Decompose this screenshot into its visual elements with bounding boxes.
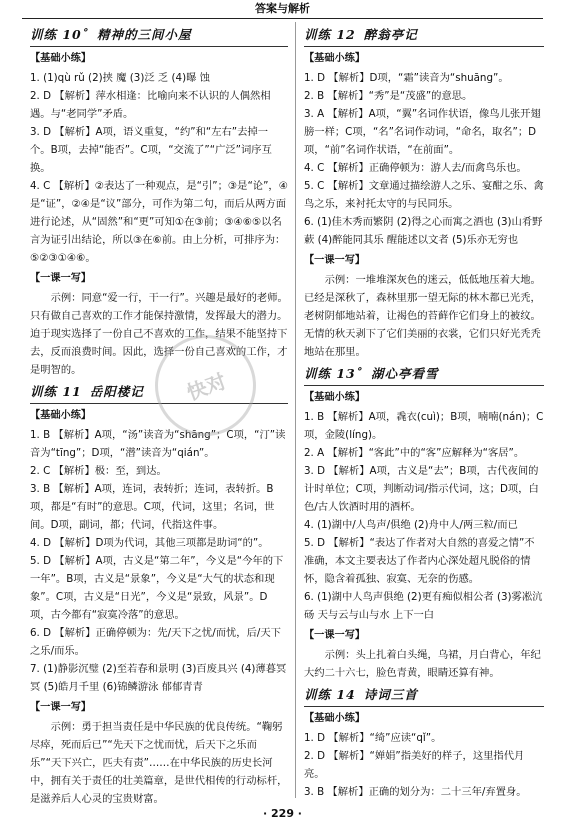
answer-item: 6. D 【解析】正确停顿为：先/天下之忧/而忧，后/天下之乐/而乐。	[30, 627, 281, 657]
answer-item: 1. (1)qù rǔ (2)挟 魔 (3)泛 乏 (4)曝 蚀	[30, 72, 210, 84]
section-title-12	[304, 22, 544, 47]
section-title-14	[304, 682, 544, 707]
section-number: 训练 13˚	[304, 366, 363, 381]
section-name: 岳阳楼记	[89, 384, 144, 399]
section-number: 训练 10˚	[30, 27, 89, 42]
answer-item: 3. B 【解析】正确的划分为：二十三年/弃置身。	[304, 786, 527, 798]
subheading-writing: 【一课一写】	[30, 702, 92, 713]
writing-sample: 示例：同意“爱一行，干一行”。兴趣是最好的老师。只有做自己喜欢的工作才能保持激情，发挥最大的潜力。迫于现实选择了一份自己不喜欢的工作，结果不能坚持下去，反而浪费时间。因此，选择一份自己喜欢的工作，才是明智的。	[30, 292, 288, 376]
answer-item: 3. D 【解析】A项，语义重复，“约”和“左右”去掉一个。B项，去掉“能否”。C项，“交流了”“广泛”词序互换。	[30, 126, 272, 174]
answer-item: 3. A 【解析】A项，“翼”名词作状语，像鸟儿张开翅膀一样；C项，“名”名词作动词，“命名，取名”；D项，“前”名词作状语，“在前面”。	[304, 108, 541, 156]
subheading-writing: 【一课一写】	[304, 255, 366, 266]
subheading-writing: 【一课一写】	[30, 273, 92, 284]
section-number: 训练 12	[304, 27, 356, 42]
answer-item: 2. D 【解析】“婵娟”指美好的样子，这里指代月亮。	[304, 750, 525, 780]
writing-sample: 示例：头上扎着白头绳，乌裙，月白背心，年纪大约二十六七，脸色青黄，眼睛还算有神。	[304, 649, 541, 679]
watermark-text: 快对	[183, 368, 229, 406]
page-header: 答案与解析	[22, 0, 543, 19]
answer-item: 4. C 【解析】正确停顿为：游人去/而禽鸟乐也。	[304, 162, 527, 174]
subheading-writing: 【一课一写】	[304, 630, 366, 641]
answer-item: 2. B 【解析】“秀”是“茂盛”的意思。	[304, 90, 473, 102]
answer-item: 3. B 【解析】A项，连词，表转折；连词，表转折。B项，都是“有时”的意思。C项，代词，这里；名词，世间。D项，副词，都；代词，代指这件事。	[30, 483, 275, 531]
subheading-basic: 【基础小练】	[30, 410, 92, 421]
answer-item: 1. B 【解析】A项，“汤”读音为“shāng”；C项，“汀”读音为“tīng”；D项，“潜”读音为“qián”。	[30, 429, 286, 459]
answer-item: 5. D 【解析】A项，古义是“第二年”，今义是“今年的下一年”。B项，古义是“景象”，今义是“大气的状态和现象”。C项，古义是“日光”，今义是“景致，风景”。D项，古今都有“寂寞冷落”的意思。	[30, 555, 284, 621]
answer-item: 7. (1)静影沉璧 (2)至若春和景明 (3)百废具兴 (4)薄暮冥冥 (5)皓月千里 (6)锦鳞游泳 郁郁青青	[30, 663, 287, 693]
answer-item: 2. D 【解析】萍水相逢：比喻向来不认识的人偶然相遇。与“老同学”矛盾。	[30, 90, 271, 120]
answer-item: 4. D 【解析】D项为代词，其他三项都是助词“的”。	[30, 537, 269, 549]
section-name: 醉翁亭记	[363, 27, 418, 42]
answer-item: 4. C 【解析】②表达了一种观点，是“引”；③是“论”，④是“证”，②④是“议”部分，可作为第二句，而后从两方面进行论述，从“固然”和“更”可知①在③前；③④⑥⑤以名言为证引出结论，所以③在⑥前。由上分析，可排序为：⑤②③①④⑥。	[30, 180, 288, 264]
answer-item: 4. (1)湖中/人鸟声/俱绝 (2)舟中人/两三粒/而已	[304, 519, 518, 531]
section-title-10	[30, 22, 288, 47]
page-number: · 229 ·	[263, 807, 302, 820]
answer-item: 5. C 【解析】文章通过描绘游人之乐、宴酣之乐、禽鸟之乐，来衬托太守的与民同乐。	[304, 180, 544, 210]
answer-item: 1. D 【解析】“绮”应读“qǐ”。	[304, 732, 442, 744]
answer-item: 5. D 【解析】“表达了作者对大自然的喜爱之情”不准确，本文主要表达了作者内心深处超凡脱俗的情怀，隐含着孤独、寂寞、无奈的伤感。	[304, 537, 535, 585]
answer-item: 1. B 【解析】A项，毳衣(cuì)；B项，喃喃(nán)；C项，金陵(líng)。	[304, 411, 544, 441]
subheading-basic: 【基础小练】	[304, 53, 366, 64]
section-number: 训练 11	[30, 384, 82, 399]
right-column	[304, 22, 544, 806]
section-title-13	[304, 361, 544, 386]
subheading-basic: 【基础小练】	[304, 713, 366, 724]
section-number: 训练 14	[304, 687, 356, 702]
section-name: 湖心亭看雪	[371, 366, 439, 381]
subheading-basic: 【基础小练】	[30, 53, 92, 64]
answer-item: 6. (1)湖中人鸟声俱绝 (2)更有痴似相公者 (3)雾凇沆砀 天与云与山与水 上下一白	[304, 591, 543, 621]
section-name: 诗词三首	[363, 687, 418, 702]
answer-item: 6. (1)佳木秀而繁阴 (2)得之心而寓之酒也 (3)山肴野蔌 (4)醉能同其乐 醒能述以文者 (5)乐亦无穷也	[304, 216, 543, 246]
answer-item: 2. A 【解析】“客此”中的“客”应解释为“客居”。	[304, 447, 525, 459]
subheading-basic: 【基础小练】	[304, 392, 366, 403]
answer-item: 3. D 【解析】A项，古义是“去”；B项，古代夜间的计时单位；C项，判断动词/指示代词，这；D项，白色/古人饮酒时用的酒杯。	[304, 465, 539, 513]
answer-item: 2. C 【解析】极：至，到达。	[30, 465, 167, 477]
column-divider	[295, 22, 296, 798]
answer-item: 1. D 【解析】D项，“霜”读音为“shuāng”。	[304, 72, 509, 84]
section-name: 精神的三间小屋	[97, 27, 192, 42]
section-title-11	[30, 379, 288, 404]
writing-sample: 示例：一堆堆深灰色的迷云，低低地压着大地。已经是深秋了，森林里那一望无际的林木都已光秃，老树阴郁地站着，让褐色的苔藓作它们身上的被纹。无情的秋天剥下了它们美丽的衣裳，它们只好光秃秃地站在那里。	[304, 274, 541, 358]
left-column	[30, 22, 288, 806]
writing-sample: 示例：勇于担当责任是中华民族的优良传统。“鞠躬尽瘁，死而后已”“先天下之忧而忧，后天下之乐而乐”“天下兴亡，匹夫有责”……在中华民族的历史长河中，拥有关于责任的壮美篇章，是世代相传的行动标杆，是滋养后人心灵的宝贵财富。	[30, 721, 288, 805]
